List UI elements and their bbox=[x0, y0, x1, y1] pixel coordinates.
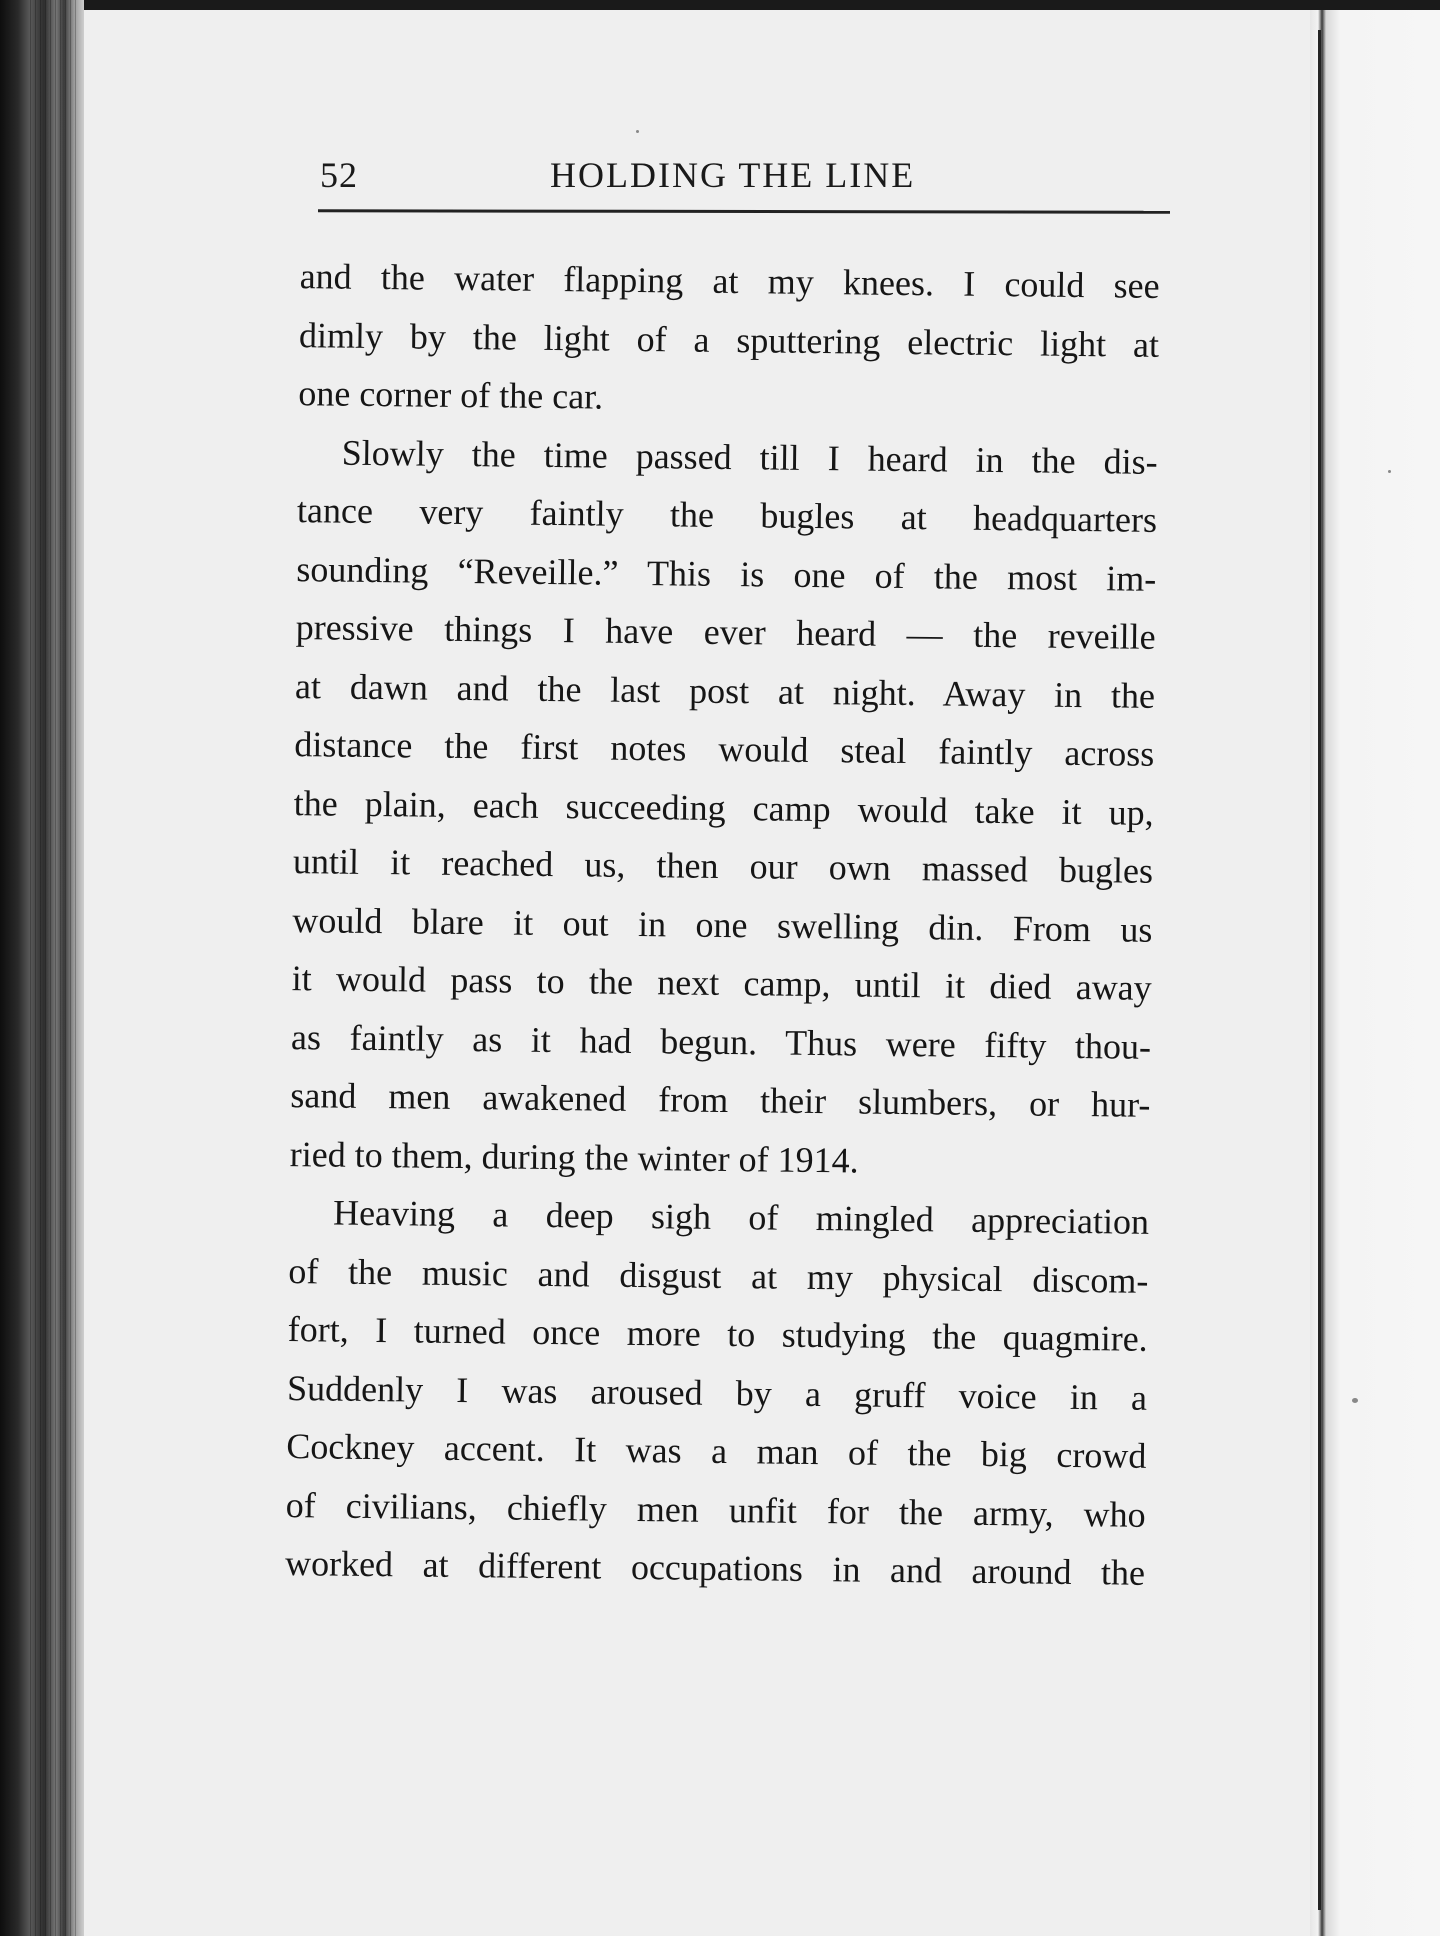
text-line: fort, I turned once more to studying the quagmire. bbox=[287, 1309, 1148, 1359]
text-line: it would pass to the next camp, until it died away bbox=[291, 958, 1152, 1008]
text-line: Slowly the time passed till I heard in the dis- bbox=[341, 432, 1158, 482]
running-head: HOLDING THE LINE bbox=[550, 155, 916, 195]
scan-speck bbox=[1388, 470, 1391, 473]
facing-page-edge bbox=[1310, 10, 1440, 1936]
page-header bbox=[320, 154, 1170, 210]
text-line: until it reached us, then our own massed bugles bbox=[292, 841, 1154, 891]
paragraph bbox=[289, 423, 1158, 1193]
text-line: and the water flapping at my knees. I could see bbox=[299, 256, 1160, 306]
facing-page-border bbox=[1318, 30, 1321, 1910]
text-line: distance the first notes would steal faintly across bbox=[294, 724, 1155, 774]
text-line: would blare it out in one swelling din. From us bbox=[292, 899, 1153, 950]
text-line: pressive things I have ever heard — the reveille bbox=[295, 607, 1156, 657]
text-line: at dawn and the last post at night. Away in the bbox=[294, 665, 1156, 716]
page-stack-edges bbox=[30, 0, 80, 1936]
text-line: worked at different occupations in and around the bbox=[284, 1543, 1146, 1593]
scan-speck bbox=[636, 130, 639, 133]
page-number: 52 bbox=[320, 155, 358, 195]
paragraph bbox=[285, 1183, 1150, 1602]
text-line: Cockney accent. It was a man of the big crowd bbox=[286, 1426, 1147, 1476]
text-line: sand men awakened from their slumbers, or hur- bbox=[290, 1075, 1151, 1125]
text-line: as faintly as it had begun. Thus were fifty thou- bbox=[290, 1016, 1152, 1067]
paragraph bbox=[298, 247, 1160, 432]
text-line: of civilians, chiefly men unfit for the army, who bbox=[285, 1484, 1146, 1535]
text-line: dimly by the light of a sputtering electric light at bbox=[298, 314, 1160, 365]
body-text bbox=[285, 247, 1160, 1602]
scan-top-edge bbox=[0, 0, 1440, 10]
scan-speck bbox=[1352, 1398, 1358, 1403]
text-line: the plain, each succeeding camp would take it up, bbox=[293, 782, 1154, 833]
text-line: ried to them, during the winter of 1914. bbox=[289, 1133, 859, 1181]
text-line: Heaving a deep sigh of mingled appreciation bbox=[332, 1192, 1150, 1242]
text-line: one corner of the car. bbox=[298, 373, 604, 417]
text-line: sounding “Reveille.” This is one of the most im- bbox=[296, 548, 1157, 599]
text-line: of the music and disgust at my physical discom- bbox=[288, 1250, 1149, 1301]
text-line: tance very faintly the bugles at headquarters bbox=[296, 490, 1158, 540]
text-line: Suddenly I was aroused by a gruff voice in a bbox=[286, 1367, 1148, 1418]
